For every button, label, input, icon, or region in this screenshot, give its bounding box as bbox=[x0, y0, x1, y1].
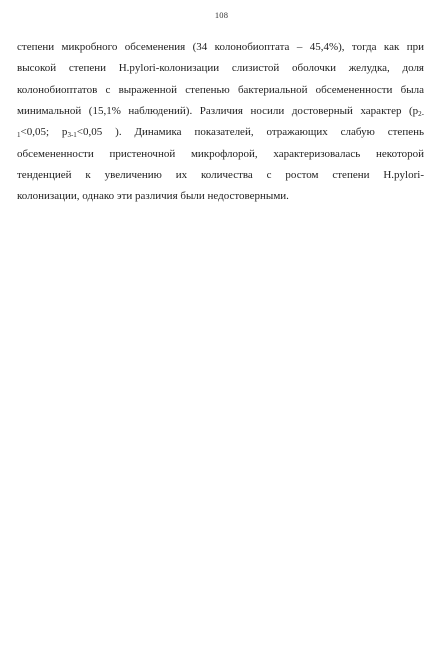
subscript: 1 bbox=[17, 131, 21, 139]
text-fragment: <0,05 ). Динамика показателей, отражающих слабую степень bbox=[76, 126, 424, 138]
text-line: колонобиоптатов с выраженной степенью бактериальной обсемененности была bbox=[17, 84, 424, 96]
text-line: степени микробного обсеменения (34 колонобиоптата – 45,4%), тогда как при bbox=[17, 41, 424, 53]
subscript: 3-1 bbox=[67, 131, 77, 139]
subscript: 2- bbox=[418, 110, 424, 118]
text-fragment: <0,05; p bbox=[20, 126, 68, 138]
text-line: высокой степени H.pylori-колонизации слизистой оболочки желудка, доля bbox=[17, 62, 424, 74]
text-line: колонизации, однако эти различия были недостоверными. bbox=[17, 190, 289, 202]
text-line bbox=[17, 125, 424, 139]
text-line bbox=[17, 104, 424, 118]
page-number: 108 bbox=[214, 10, 229, 20]
text-line: обсемененности пристеночной микрофлорой, характеризовалась некоторой bbox=[17, 148, 424, 160]
text-line: тенденцией к увеличению их количества с ростом степени H.pylori- bbox=[17, 169, 424, 181]
text-fragment: минимальной (15,1% наблюдений). Различия носили достоверный характер (p bbox=[17, 105, 419, 117]
